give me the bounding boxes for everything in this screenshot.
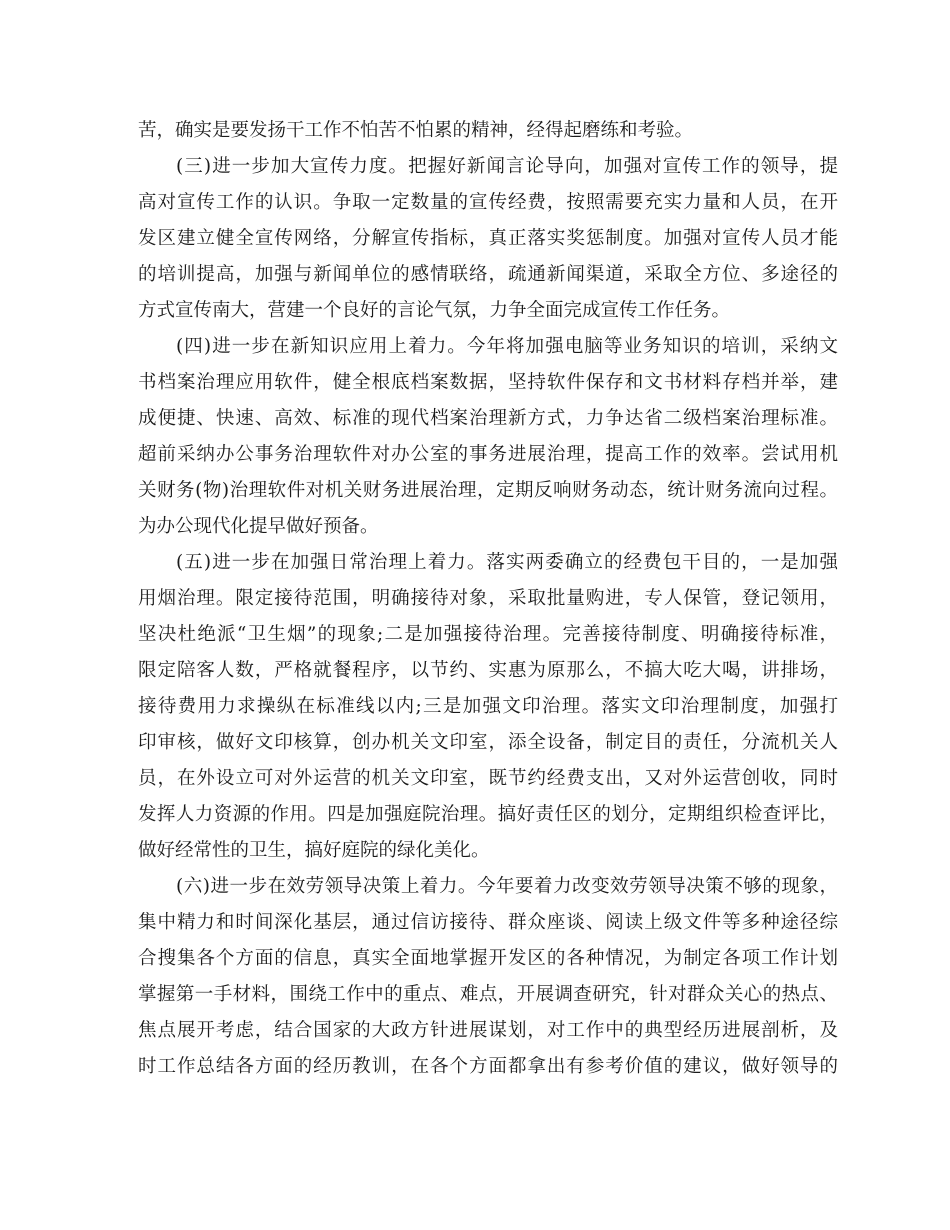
text-line: (五)进一步在加强日常治理上着力。落实两委确立的经费包干目的，一是加强 <box>176 552 838 573</box>
text-line: (三)进一步加大宣传力度。把握好新闻言论导向，加强对宣传工作的领导，提 <box>176 156 838 177</box>
text-line: 合搜集各个方面的信息，真实全面地掌握开发区的各种情况，为制定各项工作计划 <box>138 948 838 969</box>
text-line: 书档案治理应用软件，健全根底档案数据，坚持软件保存和文书材料存档并举，建 <box>138 372 838 393</box>
text-line: 用烟治理。限定接待范围，明确接待对象，采取批量购进，专人保管，登记领用， <box>138 588 838 609</box>
text-line: 接待费用力求操纵在标准线以内;三是加强文印治理。落实文印治理制度，加强打 <box>138 696 838 717</box>
text-line: 高对宣传工作的认识。争取一定数量的宣传经费，按照需要充实力量和人员，在开 <box>138 192 838 213</box>
text-line: 的培训提高，加强与新闻单位的感情联络，疏通新闻渠道，采取全方位、多途径的 <box>138 264 838 285</box>
text-line: 关财务(物)治理软件对机关财务进展治理，定期反响财务动态，统计财务流向过程。 <box>138 480 838 501</box>
body-text <box>138 113 838 1085</box>
text-line: (四)进一步在新知识应用上着力。今年将加强电脑等业务知识的培训，采纳文 <box>176 336 838 357</box>
text-line: 掌握第一手材料，围绕工作中的重点、难点，开展调查研究，针对群众关心的热点、 <box>138 984 838 1005</box>
text-line: 坚决杜绝派“卫生烟”的现象;二是加强接待治理。完善接待制度、明确接待标准， <box>138 624 838 645</box>
text-line: 做好经常性的卫生，搞好庭院的绿化美化。 <box>138 840 490 861</box>
text-line: 焦点展开考虑，结合国家的大政方针进展谋划，对工作中的典型经历进展剖析，及 <box>138 1020 838 1041</box>
text-line: 员，在外设立可对外运营的机关文印室，既节约经费支出，又对外运营创收，同时 <box>138 768 838 789</box>
text-line: 发挥人力资源的作用。四是加强庭院治理。搞好责任区的划分，定期组织检查评比， <box>138 804 838 825</box>
text-line: 成便捷、快速、高效、标准的现代档案治理新方式，力争达省二级档案治理标准。 <box>138 408 838 429</box>
text-line: 印审核，做好文印核算，创办机关文印室，添全设备，制定目的责任，分流机关人 <box>138 732 838 753</box>
text-line: 时工作总结各方面的经历教训，在各个方面都拿出有参考价值的建议，做好领导的 <box>138 1056 838 1077</box>
text-line: 超前采纳办公事务治理软件对办公室的事务进展治理，提高工作的效率。尝试用机 <box>138 444 838 465</box>
text-line: 苦，确实是要发扬干工作不怕苦不怕累的精神，经得起磨练和考验。 <box>138 120 694 141</box>
text-line: 方式宣传南大，营建一个良好的言论气氛，力争全面完成宣传工作任务。 <box>138 300 731 321</box>
text-line: 发区建立健全宣传网络，分解宣传指标，真正落实奖惩制度。加强对宣传人员才能 <box>138 228 838 249</box>
text-line: (六)进一步在效劳领导决策上着力。今年要着力改变效劳领导决策不够的现象， <box>176 876 838 897</box>
text-line: 限定陪客人数，严格就餐程序，以节约、实惠为原那么，不搞大吃大喝，讲排场， <box>138 660 838 681</box>
text-line: 集中精力和时间深化基层，通过信访接待、群众座谈、阅读上级文件等多种途径综 <box>138 912 838 933</box>
text-line: 为办公现代化提早做好预备。 <box>138 516 379 537</box>
